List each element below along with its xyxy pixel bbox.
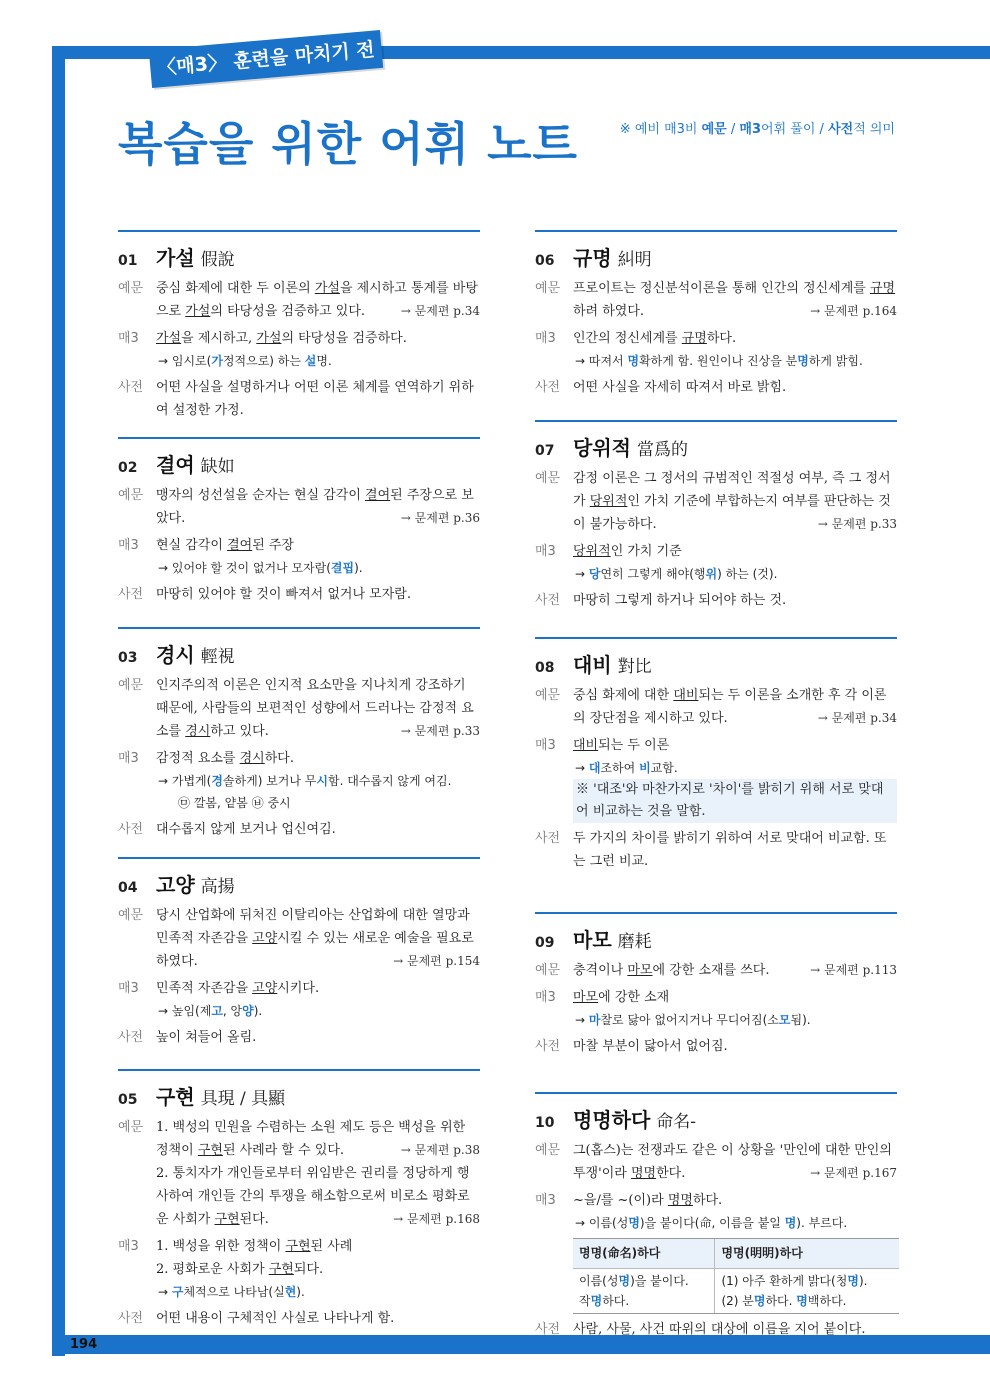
table-header: 명명(命名)하다 (573, 1239, 715, 1269)
vocab-entry-08: 08 대비 對比 예문 중심 화제에 대한 대비되는 두 이론을 소개한 후 각 이론의 장단점을 제시하고 있다. → 문제편 p.34 매3 대비되는 두 이론 → 대조하여 비교함. ※ '대조'와 마찬가지로 '차이'를 밝히기 위해 서로 맞대어 비교하는 것을 말함. 사전 두 가지의 차이를 밝히기 위하여 서로 맞대어 비교함. 또는 그런 비교. (535, 637, 897, 912)
table-header: 명명(明明)하다 (715, 1239, 899, 1269)
example-row: 예문 맹자의 성선설을 순자는 현실 감각이 결여된 주장으로 보았다. → 문제편 p.36 (118, 488, 480, 526)
entry-number: 01 (118, 253, 138, 269)
example-row: 예문 인지주의적 이론은 인지적 요소만을 지나치게 강조하기 때문에, 사람들의 보편적인 성향에서 드러나는 감정적 요소를 경시하고 있다. → 문제편 p.33 (118, 678, 480, 739)
frame-left-bar (52, 46, 65, 1356)
example-row: 예문 중심 화제에 대한 대비되는 두 이론을 소개한 후 각 이론의 장단점을 제시하고 있다. → 문제편 p.34 (535, 688, 897, 726)
example-row: 예문 당시 산업화에 뒤처진 이탈리아는 산업화에 대한 열망과 민족적 자존감을 고양시킬 수 있는 새로운 예술을 필요로 하였다. → 문제편 p.154 (118, 908, 480, 969)
vocab-entry-03: 03 경시 輕視 예문 인지주의적 이론은 인지적 요소만을 지나치게 강조하기 때문에, 사람들의 보편적인 성향에서 드러나는 감정적 요소를 경시하고 있다. → 문제편 p.33 매3 감정적 요소를 경시하다. → 가볍게(경솔하게) 보거나 무시함. 대수롭지 않게 여김. ㉤ 깔봄, 얕봄 ㉥ 중시 사전 대수롭지 않게 보거나 업신여김. (118, 627, 480, 857)
m3-row: 매3 현실 감각이 결여된 주장 → 있어야 할 것이 없거나 모자람(결핍). (118, 538, 363, 575)
dict-row: 사전 높이 쳐들어 올림. (118, 1030, 257, 1045)
m3-row: 매3 1. 백성을 위한 정책이 구현된 사례 2. 평화로운 사회가 구현되다. → 구체적으로 나타남(실현). (118, 1239, 353, 1299)
vocab-entry-01 (118, 230, 480, 437)
dict-row: 사전 마땅히 있어야 할 것이 빠져서 없거나 모자람. (118, 587, 411, 602)
page-number: 194 (70, 1337, 98, 1352)
page-title: 복습을 위한 어휘 노트 (118, 117, 578, 171)
left-column (118, 230, 480, 1334)
m3-row: 매3 가설을 제시하고, 가설의 타당성을 검증하다. → 임시로(가정적으로) 하는 설명. (118, 331, 407, 368)
table-cell: (1) 아주 환하게 밝다(청명). (2) 분명하다. 명백하다. (715, 1269, 899, 1314)
m3-row: 매3 감정적 요소를 경시하다. → 가볍게(경솔하게) 보거나 무시함. 대수롭지 않게 여김. ㉤ 깔봄, 얕봄 ㉥ 중시 (118, 747, 480, 814)
example-row: 예문 그(홉스)는 전쟁과도 같은 이 상황을 '만인에 대한 만인의 투쟁'이라 명명한다. → 문제편 p.167 (535, 1143, 897, 1181)
vocab-entry-04: 04 고양 高揚 예문 당시 산업화에 뒤처진 이탈리아는 산업화에 대한 열망과 민족적 자존감을 고양시킬 수 있는 새로운 예술을 필요로 하였다. → 문제편 p.154 매3 민족적 자존감을 고양시키다. → 높임(제고, 앙양). 사전 높이 쳐들어 올림. (118, 857, 480, 1069)
table-cell: 이름(성명)을 붙이다. 작명하다. (573, 1269, 715, 1314)
dict-row: 사전 어떤 사실을 설명하거나 어떤 이론 체계를 연역하기 위하여 설정한 가정. (118, 380, 474, 418)
example-row: 예문 프로이트는 정신분석이론을 통해 인간의 정신세계를 규명하려 하였다. → 문제편 p.164 (535, 281, 897, 319)
entry-hanja: 假說 (200, 250, 235, 270)
entry-word: 가설 (156, 246, 195, 270)
comparison-table (573, 1238, 899, 1314)
m3-row: 매3 민족적 자존감을 고양시키다. → 높임(제고, 앙양). (118, 981, 320, 1018)
vocab-entry-07: 07 당위적 當爲的 예문 감정 이론은 그 정서의 규범적인 적절성 여부, 즉 그 정서가 당위적인 가치 기준에 부합하는지 여부를 판단하는 것이 불가능하다. → 문제편 p.33 매3 당위적인 가치 기준 → 당연히 그렇게 해야(행위) 하는 (것). 사전 마땅히 그렇게 하거나 되어야 하는 것. (535, 420, 897, 637)
usage-note: ※ '대조'와 마찬가지로 '차이'를 밝히기 위해 서로 맞대어 비교하는 것을 말함. (573, 779, 897, 823)
m3-row: 매3 당위적인 가치 기준 → 당연히 그렇게 해야(행위) 하는 (것). (535, 544, 778, 581)
page-reference: → 문제편 p.34 (400, 304, 480, 318)
dict-row: 사전 마찰 부분이 닳아서 없어짐. (535, 1039, 728, 1054)
dict-row: 사전 사람, 사물, 사건 따위의 대상에 이름을 지어 붙이다. (535, 1322, 866, 1337)
vocab-entry-02: 02 결여 缺如 예문 맹자의 성선설을 순자는 현실 감각이 결여된 주장으로 보았다. → 문제편 p.36 매3 현실 감각이 결여된 주장 → 있어야 할 것이 없거나 모자람(결핍). 사전 마땅히 있어야 할 것이 빠져서 없거나 모자람. (118, 437, 480, 627)
vocab-entry-05: 05 구현 具現 / 具顯 예문 1. 백성의 민원을 수렴하는 소원 제도 등은 백성을 위한 정책이 구현된 사례라 할 수 있다. → 문제편 p.38 2. 통치자가 개인들로부터 위임받은 권리를 정당하게 행사하여 개인들 간의 투쟁을 해소함으로써 비로소 평화로운 사회가 구현된다. → 문제편 p.168 매3 1. 백성을 위한 정책이 구현된 사례 2. 평화로운 사회가 구현되다. → 구체적으로 나타남(실현). 사전 어떤 내용이 구체적인 사실로 나타나게 함. (118, 1069, 480, 1330)
vocab-entry-09: 09 마모 磨耗 예문 충격이나 마모에 강한 소재를 쓰다. → 문제편 p.113 매3 마모에 강한 소재 → 마찰로 닳아 없어지거나 무디어짐(소모됨). 사전 마찰 부분이 닳아서 없어짐. (535, 912, 897, 1092)
example-row: 예문 중심 화제에 대한 두 이론의 가설을 제시하고 통계를 바탕으로 가설의 타당성을 검증하고 있다. → 문제편 p.34 (118, 277, 480, 323)
m3-row: 매3 대비되는 두 이론 → 대조하여 비교함. ※ '대조'와 마찬가지로 '차이'를 밝히기 위해 서로 맞대어 비교하는 것을 말함. (535, 734, 897, 823)
dict-row: 사전 어떤 사실을 자세히 따져서 바로 밝힘. (535, 380, 787, 395)
m3-row: 매3 마모에 강한 소재 → 마찰로 닳아 없어지거나 무디어짐(소모됨). (535, 990, 811, 1027)
example-row: 예문 1. 백성의 민원을 수렴하는 소원 제도 등은 백성을 위한 정책이 구현된 사례라 할 수 있다. → 문제편 p.38 2. 통치자가 개인들로부터 위임받은 권리를 정당하게 행사하여 개인들 간의 투쟁을 해소함으로써 비로소 평화로운 사회가 구현된다. → 문제편 p.168 (118, 1120, 480, 1227)
m3-row: 매3 ~을/를 ~(이)라 명명하다. → 이름(성명)을 붙이다(命, 이름을 붙일 명). 부르다. 명명(命名)하다 명명(明明)하다 이름(성명)을 붙이다. 작명하다. (1) 아주 환하게 밝다(청명). (2) 분명하다. 명백하다. (535, 1189, 897, 1314)
legend: ※ 예비 매3비 예문 / 매3어휘 풀이 / 사전적 의미 (619, 122, 895, 137)
vocab-entry-10: 10 명명하다 命名- 예문 그(홉스)는 전쟁과도 같은 이 상황을 '만인에 대한 만인의 투쟁'이라 명명한다. → 문제편 p.167 매3 ~을/를 ~(이)라 명명하다. → 이름(성명)을 붙이다(命, 이름을 붙일 명). 부르다. 명명(命名)하다 명명(明明)하다 이름(성명)을 붙이다. 작명하다. (1) 아주 환하게 밝다(청명). (2) 분명하다. 명백하다. 사전 사람, 사물, 사건 따위의 대상에 이름을 지어 붙이다. (535, 1092, 897, 1341)
section-banner: 〈매3〉 훈련을 마치기 전에 (149, 30, 383, 88)
dict-row: 사전 어떤 내용이 구체적인 사실로 나타나게 함. (118, 1311, 395, 1326)
m3-row: 매3 인간의 정신세계를 규명하다. → 따져서 명확하게 함. 원인이나 진상을 분명하게 밝힘. (535, 331, 863, 368)
vocab-entry-06: 06 규명 糾明 예문 프로이트는 정신분석이론을 통해 인간의 정신세계를 규명하려 하였다. → 문제편 p.164 매3 인간의 정신세계를 규명하다. → 따져서 명확하게 함. 원인이나 진상을 분명하게 밝힘. 사전 어떤 사실을 자세히 따져서 바로 밝힘. (535, 230, 897, 420)
dict-row: 사전 대수롭지 않게 보거나 업신여김. (118, 822, 336, 837)
dict-row: 사전 마땅히 그렇게 하거나 되어야 하는 것. (535, 593, 787, 608)
right-column (535, 230, 897, 1345)
example-row: 예문 감정 이론은 그 정서의 규범적인 적절성 여부, 즉 그 정서가 당위적인 가치 기준에 부합하는지 여부를 판단하는 것이 불가능하다. → 문제편 p.33 (535, 471, 897, 532)
dict-row: 사전 두 가지의 차이를 밝히기 위하여 서로 맞대어 비교함. 또는 그런 비교. (535, 831, 887, 869)
synonym-antonym: ㉤ 깔봄, 얕봄 ㉥ 중시 (178, 796, 291, 810)
example-row: 예문 충격이나 마모에 강한 소재를 쓰다. → 문제편 p.113 (535, 963, 897, 978)
